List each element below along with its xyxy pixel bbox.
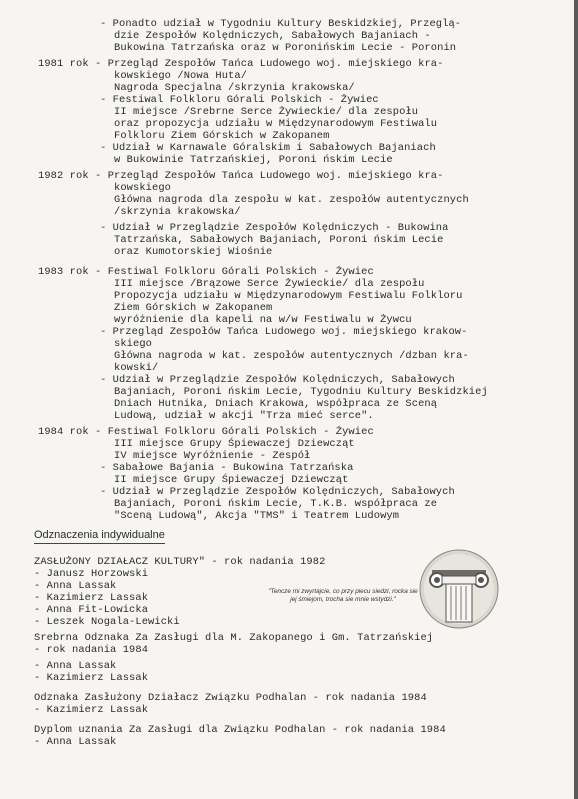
- page-edge: [574, 0, 578, 799]
- year-entry-1981: 1981 rok - Przegląd Zespołów Tańca Ludowego woj. miejskiego kra-: [38, 58, 444, 70]
- text-line: Ludową, udział w akcji "Trza mieć serce".: [114, 410, 374, 422]
- text-line: Bajaniach, Poroni ńskim Lecie, Tygodniu Kultury Beskidzkiej: [114, 386, 488, 398]
- text-line: - Udział w Przeglądzie Zespołów Kolędniczych - Bukowina: [100, 222, 449, 234]
- award-recipient: - Anna Lassak: [34, 580, 117, 592]
- text-line: Tatrzańska, Sabałowych Bajaniach, Poroni ńskim Lecie: [114, 234, 444, 246]
- text-line: kowskiego /Nowa Huta/: [114, 70, 248, 82]
- text-line: - Udział w Karnawale Góralskim i Sabałowych Bajaniach: [100, 142, 436, 154]
- text-line: "Sceną Ludową", Akcja "TMS" i Teatrem Ludowym: [114, 510, 400, 522]
- award-year: - rok nadania 1984: [34, 644, 149, 656]
- text-line: w Bukowinie Tatrzańskiej, Poroni ńskim Lecie: [114, 154, 393, 166]
- folk-quote: "Tencze mi zwyrtajcie, co przy piecu siedzi, rocka sie jej śmiejom, trocha sie mnie wstydzi.": [268, 588, 418, 603]
- text-line: - Udział w Przeglądzie Zespołów Kolędniczych, Sabałowych: [100, 486, 455, 498]
- year-entry-1984: 1984 rok - Festiwal Folkloru Górali Polskich - Żywiec: [38, 426, 374, 438]
- text-line: Dniach Hutnika, Dniach Krakowa, współpraca ze Sceną: [114, 398, 438, 410]
- text-line: Nagroda Specjalna /skrzynia krakowska/: [114, 82, 355, 94]
- text-line: Ziem Górskich w Zakopanem: [114, 302, 273, 314]
- text-line: Folkloru Ziem Górskich w Zakopanem: [114, 130, 330, 142]
- text-line: Propozycja udziału w Międzynarodowym Festiwalu Folkloru: [114, 290, 463, 302]
- text-line: skiego: [114, 338, 153, 350]
- award-recipient: - Kazimierz Lassak: [34, 672, 149, 684]
- year-entry-1982: 1982 rok - Przegląd Zespołów Tańca Ludowego woj. miejskiego kra-: [38, 170, 444, 182]
- text-line: Główna nagroda dla zespołu w kat. zespołów autentycznych: [114, 194, 469, 206]
- text-line: kowski/: [114, 362, 159, 374]
- text-line: oraz Kumotorskiej Wiośnie: [114, 246, 273, 258]
- award-recipient: - Janusz Horzowski: [34, 568, 149, 580]
- text-line: /skrzynia krakowska/: [114, 206, 241, 218]
- text-line: dzie Zespołów Kolędniczych, Sabałowych Bajaniach -: [114, 30, 431, 42]
- award-recipient: - Anna Lassak: [34, 660, 117, 672]
- text-line: III miejsce Grupy Śpiewaczej Dziewcząt: [114, 438, 355, 450]
- year-entry-1983: 1983 rok - Festiwal Folkloru Górali Polskich - Żywiec: [38, 266, 374, 278]
- award-recipient: - Leszek Nogala-Lewicki: [34, 616, 180, 628]
- text-line: - Ponadto udział w Tygodniu Kultury Beskidzkiej, Przeglą-: [100, 18, 462, 30]
- text-line: - Udział w Przeglądzie Zespołów Kolędniczych, Sabałowych: [100, 374, 455, 386]
- award-recipient: - Kazimierz Lassak: [34, 592, 149, 604]
- text-line: wyróżnienie dla kapeli na w/w Festiwalu w Żywcu: [114, 314, 412, 326]
- text-line: Główna nagroda w kat. zespołów autentycznych /dzban kra-: [114, 350, 469, 362]
- text-line: Bajaniach, Poroni ńskim Lecie, T.K.B. współpraca ze: [114, 498, 438, 510]
- award-title: Dyplom uznania Za Zasługi dla Związku Podhalan - rok nadania 1984: [34, 724, 446, 736]
- award-title: Odznaka Zasłużony Działacz Związku Podhalan - rok nadania 1984: [34, 692, 427, 704]
- text-line: kowskiego: [114, 182, 172, 194]
- text-line: - Sabałowe Bajania - Bukowina Tatrzańska: [100, 462, 354, 474]
- text-line: IV miejsce Wyróżnienie - Zespół: [114, 450, 311, 462]
- award-recipient: - Kazimierz Lassak: [34, 704, 149, 716]
- award-recipient: - Anna Fit-Lowicka: [34, 604, 149, 616]
- text-line: - Przegląd Zespołów Tańca Ludowego woj. miejskiego krakow-: [100, 326, 468, 338]
- text-line: oraz propozycja udziału w Międzynarodowym Festiwalu: [114, 118, 438, 130]
- text-line: - Festiwal Folkloru Górali Polskich - Żywiec: [100, 94, 379, 106]
- award-title: Srebrna Odznaka Za Zasługi dla M. Zakopanego i Gm. Tatrzańskiej: [34, 632, 434, 644]
- column-capital-icon: [418, 548, 500, 630]
- text-line: Bukowina Tatrzańska oraz w Poronińskim Lecie - Poronin: [114, 42, 457, 54]
- text-line: II miejsce Grupy Śpiewaczej Dziewcząt: [114, 474, 349, 486]
- award-recipient: - Anna Lassak: [34, 736, 117, 748]
- text-line: II miejsce /Srebrne Serce Żywieckie/ dla zespołu: [114, 106, 419, 118]
- section-heading-awards: Odznaczenia indywidualne: [34, 529, 165, 544]
- award-title: ZASŁUŻONY DZIAŁACZ KULTURY" - rok nadania 1982: [34, 556, 326, 568]
- text-line: III miejsce /Brązowe Serce Żywieckie/ dla zespołu: [114, 278, 425, 290]
